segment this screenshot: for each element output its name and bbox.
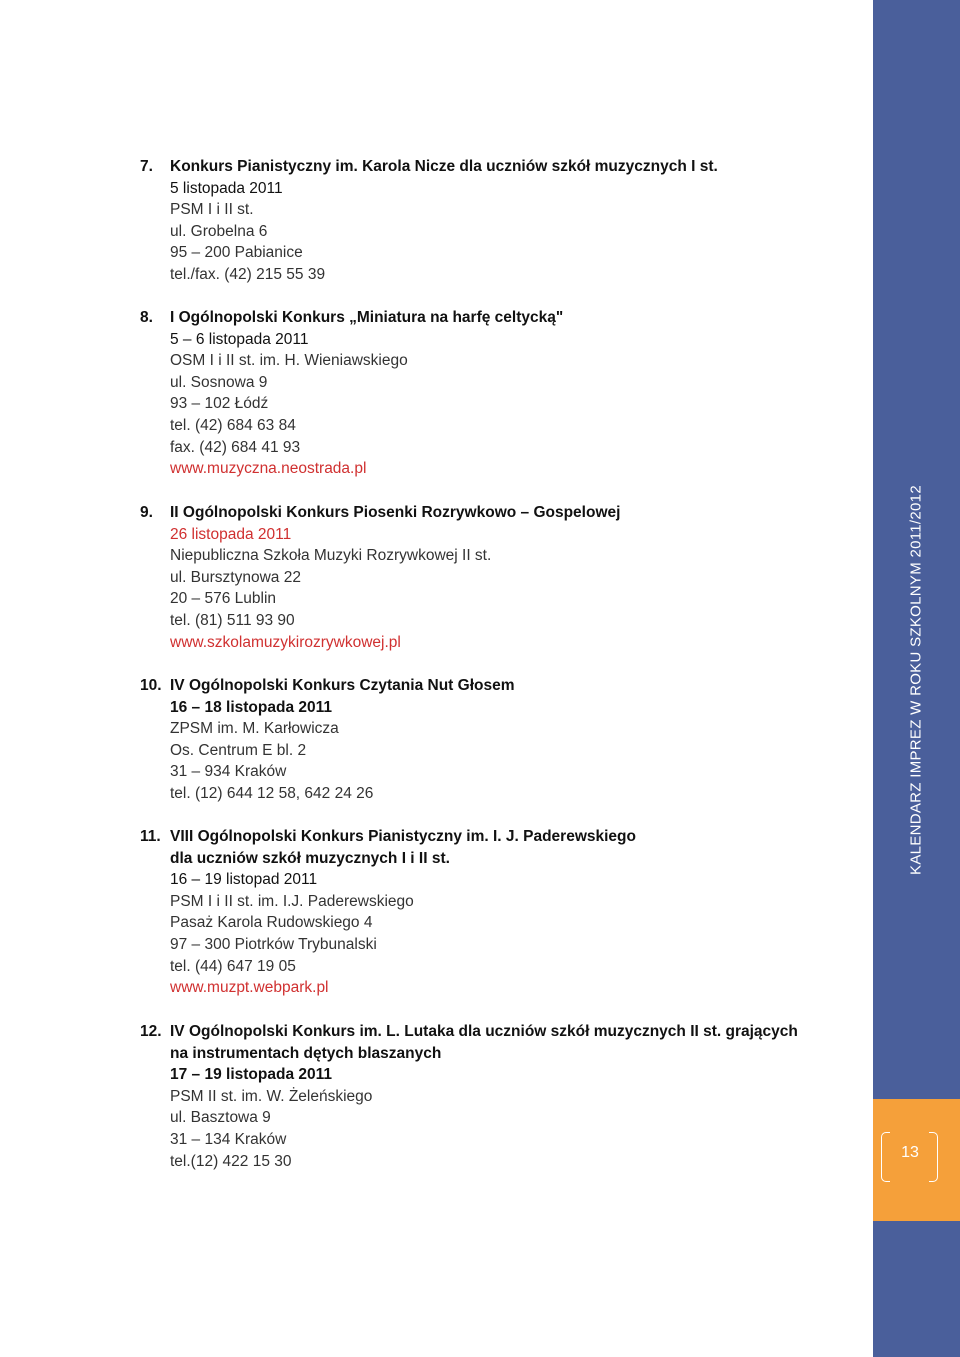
- entry-title: 10. IV Ogólnopolski Konkurs Czytania Nut Głosem: [140, 675, 840, 697]
- entry-title: 11. VIII Ogólnopolski Konkurs Pianistyczny im. I. J. Paderewskiego: [140, 826, 840, 848]
- entry-number: 12.: [140, 1023, 162, 1040]
- entry-11: [140, 826, 840, 999]
- entry-detail: tel./fax. (42) 215 55 39: [170, 265, 326, 283]
- entry-detail: 93 – 102 Łódź: [170, 395, 269, 413]
- entry-number: 8.: [140, 309, 153, 326]
- entry-number: 9.: [140, 504, 153, 521]
- entry-detail: 97 – 300 Piotrków Trybunalski: [170, 935, 377, 953]
- entry-12: [140, 1021, 840, 1172]
- sidebar-vertical-title: KALENDARZ IMPREZ W ROKU SZKOLNYM 2011/2012: [907, 485, 925, 875]
- entry-date: 16 – 19 listopad 2011: [170, 871, 318, 889]
- entry-9: [140, 502, 840, 653]
- entry-detail: 95 – 200 Pabianice: [170, 244, 303, 262]
- entry-detail: 20 – 576 Lublin: [170, 590, 277, 608]
- entry-title: 8. I Ogólnopolski Konkurs „Miniatura na harfę celtycką": [140, 307, 840, 329]
- entry-7: [140, 156, 840, 286]
- entry-title: 9. II Ogólnopolski Konkurs Piosenki Rozrywkowo – Gospelowej: [140, 502, 840, 524]
- entry-detail: PSM II st. im. W. Żeleńskiego: [170, 1087, 373, 1105]
- entry-detail: ul. Grobelna 6: [170, 222, 268, 240]
- entry-detail: Os. Centrum E bl. 2: [170, 741, 307, 759]
- entry-detail: Niepubliczna Szkoła Muzyki Rozrywkowej II st.: [170, 547, 492, 565]
- entry-detail: ul. Bursztynowa 22: [170, 568, 301, 586]
- page-number: 13: [901, 1144, 919, 1161]
- entry-website-link[interactable]: www.muzpt.webpark.pl: [170, 979, 329, 997]
- entry-detail: fax. (42) 684 41 93: [170, 438, 301, 456]
- entry-date: 5 – 6 listopada 2011: [170, 330, 309, 348]
- entry-website-link[interactable]: www.muzyczna.neostrada.pl: [170, 460, 367, 478]
- entry-title-continued: na instrumentach dętych blaszanych: [170, 1044, 442, 1062]
- entry-number: 10.: [140, 677, 162, 694]
- entry-detail: ZPSM im. M. Karłowicza: [170, 720, 339, 738]
- entry-date: 17 – 19 listopada 2011: [170, 1066, 332, 1084]
- entry-number: 7.: [140, 158, 153, 175]
- entry-website-link[interactable]: www.szkolamuzykirozrywkowej.pl: [170, 633, 401, 651]
- entry-title: 12. IV Ogólnopolski Konkurs im. L. Lutaka dla uczniów szkół muzycznych II st. grających: [140, 1021, 840, 1043]
- entry-detail: tel. (12) 644 12 58, 642 24 26: [170, 784, 374, 802]
- entry-number: 11.: [140, 828, 161, 845]
- entry-date: 5 listopada 2011: [170, 179, 283, 197]
- entry-detail: ul. Basztowa 9: [170, 1109, 271, 1127]
- entry-date: 26 listopada 2011: [170, 525, 292, 543]
- entry-detail: tel.(12) 422 15 30: [170, 1152, 292, 1170]
- entry-detail: tel. (81) 511 93 90: [170, 611, 295, 629]
- entry-detail: tel. (44) 647 19 05: [170, 957, 296, 975]
- entry-detail: OSM I i II st. im. H. Wieniawskiego: [170, 352, 408, 370]
- entry-8: [140, 307, 840, 480]
- entry-detail: PSM I i II st. im. I.J. Paderewskiego: [170, 892, 414, 910]
- entry-detail: 31 – 934 Kraków: [170, 763, 287, 781]
- entry-10: [140, 675, 840, 805]
- entry-detail: 31 – 134 Kraków: [170, 1130, 287, 1148]
- entry-date: 16 – 18 listopada 2011: [170, 698, 332, 716]
- entry-detail: PSM I i II st.: [170, 201, 254, 219]
- entry-detail: Pasaż Karola Rudowskiego 4: [170, 914, 373, 932]
- entry-detail: tel. (42) 684 63 84: [170, 416, 296, 434]
- entry-title-continued: dla uczniów szkół muzycznych I i II st.: [170, 849, 450, 867]
- entry-title: 7. Konkurs Pianistyczny im. Karola Nicze dla uczniów szkół muzycznych I st.: [140, 156, 840, 178]
- entry-detail: ul. Sosnowa 9: [170, 373, 268, 391]
